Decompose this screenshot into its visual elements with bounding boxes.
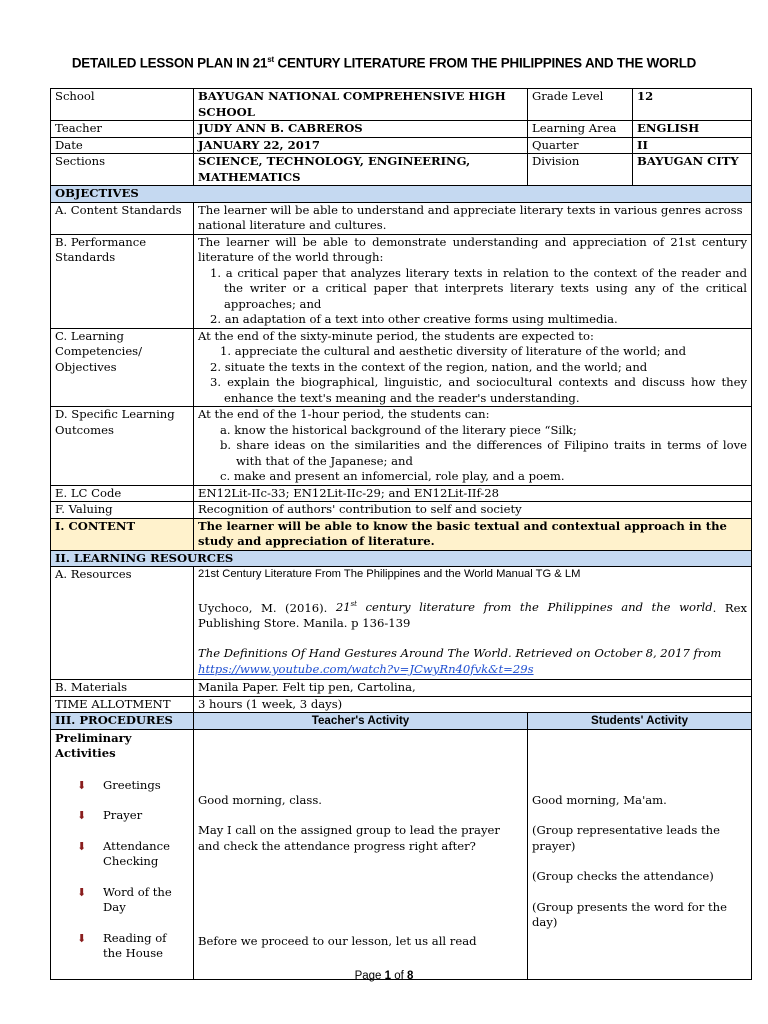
objectives-header: OBJECTIVES	[51, 186, 752, 203]
outcome-item-b: b. share ideas on the similarities and the differences of Filipino traits in terms of love with that of the Japanese; and	[220, 438, 748, 468]
outcomes-text: At the end of the 1-hour period, the students can:	[198, 407, 490, 421]
page-footer: Page 1 of 8	[354, 970, 414, 982]
student-line-4: (Group presents the word for the day)	[532, 899, 728, 929]
objectives-header-row	[51, 186, 752, 203]
resources-header-row	[51, 550, 752, 567]
students-activity-header: Students' Activity	[528, 713, 752, 730]
competencies-row	[51, 328, 752, 407]
outcomes-label: D. Specific Learning Outcomes	[51, 407, 194, 486]
performance-item-1: 1. a critical paper that analyzes literary texts in relation to the context of the reader and the writer or a critical paper that interprets literary texts using any of the critical approaches; and	[210, 265, 748, 311]
outcome-item-a: a. know the historical background of the literary piece “Silk;	[220, 422, 577, 437]
lc-code-label: E. LC Code	[51, 485, 194, 502]
materials-label: B. Materials	[51, 680, 194, 697]
content-standards-label: A. Content Standards	[51, 202, 194, 234]
bullet-arrow-icon: ⬇	[77, 809, 87, 822]
quarter-value: II	[633, 137, 752, 154]
materials-text: Manila Paper. Felt tip pen, Cartolina,	[194, 680, 752, 697]
sections-label: Sections	[51, 154, 194, 186]
content-label: I. CONTENT	[51, 518, 194, 550]
resources-header: II. LEARNING RESOURCES	[51, 550, 752, 567]
grade-label: Grade Level	[528, 89, 633, 121]
teacher-line-3: Before we proceed to our lesson, let us all read	[198, 934, 477, 948]
area-label: Learning Area	[528, 121, 633, 138]
time-text: 3 hours (1 week, 3 days)	[194, 696, 752, 713]
competency-item-1: 1. appreciate the cultural and aesthetic diversity of literature of the world; and	[220, 344, 687, 358]
performance-standards-label: B. Performance Standards	[51, 234, 194, 328]
bullet-arrow-icon: ⬇	[77, 839, 87, 853]
teacher-value: JUDY ANN B. CABREROS	[194, 121, 528, 138]
document-title: DETAILED LESSON PLAN IN 21st CENTURY LITERATURE FROM THE PHILIPPINES AND THE WORLD	[71, 55, 697, 71]
step-greetings: ⬇ Greetings	[77, 777, 161, 792]
competencies-label: C. Learning Competencies/ Objectives	[51, 328, 194, 407]
step-reading-of-the-house: ⬇ Reading of the House	[77, 930, 167, 960]
division-label: Division	[528, 154, 633, 186]
bullet-arrow-icon: ⬇	[77, 885, 87, 899]
outcomes-row	[51, 407, 752, 486]
procedures-steps	[51, 729, 194, 979]
performance-standards-cell	[194, 234, 752, 328]
competencies-cell	[194, 328, 752, 407]
student-line-3: (Group checks the attendance)	[532, 869, 714, 883]
students-activity-cell	[528, 729, 752, 979]
procedures-header-row	[51, 713, 752, 730]
teacher-activity-cell	[194, 729, 528, 979]
sections-value: SCIENCE, TECHNOLOGY, ENGINEERING, MATHEMATICS	[194, 154, 528, 186]
resource-manual: 21st Century Literature From The Philippines and the World Manual TG & LM	[198, 568, 581, 580]
lc-code-row	[51, 485, 752, 502]
teacher-activity-header: Teacher's Activity	[194, 713, 528, 730]
valuing-text: Recognition of authors' contribution to self and society	[194, 502, 752, 519]
valuing-row	[51, 502, 752, 519]
outcomes-cell	[194, 407, 752, 486]
content-row	[51, 518, 752, 550]
youtube-link[interactable]: https://www.youtube.com/watch?v=JCwyRn40fvk&t=29s	[198, 661, 534, 676]
procedures-label: III. PROCEDURES	[51, 713, 194, 730]
school-label: School	[51, 89, 194, 121]
info-row-sections	[51, 154, 752, 186]
performance-standards-text: The learner will be able to demonstrate understanding and appreciation of 21st century literature of the world through:	[198, 234, 748, 264]
content-text: The learner will be able to know the basic textual and contextual approach in the study and appreciation of literature.	[194, 518, 752, 550]
valuing-label: F. Valuing	[51, 502, 194, 519]
grade-value: 12	[633, 89, 752, 121]
teacher-label: Teacher	[51, 121, 194, 138]
time-label: TIME ALLOTMENT	[51, 696, 194, 713]
procedures-row	[51, 729, 752, 979]
resources-row	[51, 567, 752, 680]
preliminary-activities: Preliminary Activities	[55, 730, 132, 760]
content-standards-text: The learner will be able to understand and appreciate literary texts in various genres across national literature and cultures.	[194, 202, 752, 234]
date-label: Date	[51, 137, 194, 154]
teacher-line-1: Good morning, class.	[198, 792, 322, 807]
area-value: ENGLISH	[633, 121, 752, 138]
time-row	[51, 696, 752, 713]
bullet-arrow-icon: ⬇	[77, 778, 87, 792]
school-value: BAYUGAN NATIONAL COMPREHENSIVE HIGH SCHOOL	[194, 89, 528, 121]
competencies-text: At the end of the sixty-minute period, the students are expected to:	[198, 328, 594, 343]
student-line-1: Good morning, Ma'am.	[532, 792, 667, 807]
info-row-school	[51, 89, 752, 121]
step-attendance: ⬇ Attendance Checking	[77, 838, 170, 868]
lc-code-text: EN12Lit-IIc-33; EN12Lit-IIc-29; and EN12Lit-IIf-28	[194, 485, 752, 502]
resource-web-reference: The Definitions Of Hand Gestures Around The World. Retrieved on October 8, 2017 from https://www.youtube.com/watch?v=JCwyRn40fvk&t=29s	[198, 646, 722, 676]
date-value: JANUARY 22, 2017	[194, 137, 528, 154]
teacher-line-2: May I call on the assigned group to lead the prayer and check the attendance progress right after?	[198, 823, 500, 853]
info-row-teacher	[51, 121, 752, 138]
student-line-2: (Group representative leads the prayer)	[532, 823, 720, 853]
materials-row	[51, 680, 752, 697]
competency-item-2: 2. situate the texts in the context of the region, nation, and the world; and	[210, 359, 648, 374]
info-row-date	[51, 137, 752, 154]
performance-standards-row	[51, 234, 752, 328]
step-word-of-the-day: ⬇ Word of the Day	[77, 884, 172, 914]
resources-label: A. Resources	[51, 567, 194, 680]
quarter-label: Quarter	[528, 137, 633, 154]
resources-cell	[194, 567, 752, 680]
performance-item-2: 2. an adaptation of a text into other creative forms using multimedia.	[210, 312, 618, 326]
resource-book-reference: Uychoco, M. (2016). 21st century literature from the Philippines and the world. Rex Publishing Store. Manila. p 136-139	[198, 600, 748, 630]
outcome-item-c: c. make and present an infomercial, role play, and a poem.	[220, 469, 565, 483]
competency-item-3: 3. explain the biographical, linguistic, and sociocultural contexts and discuss how they enhance the text's meaning and the reader's understanding.	[210, 375, 748, 405]
step-prayer: ⬇ Prayer	[77, 808, 143, 822]
lesson-plan-table	[50, 88, 751, 980]
content-standards-row	[51, 202, 752, 234]
division-value: BAYUGAN CITY	[633, 154, 752, 186]
bullet-arrow-icon: ⬇	[77, 931, 87, 945]
